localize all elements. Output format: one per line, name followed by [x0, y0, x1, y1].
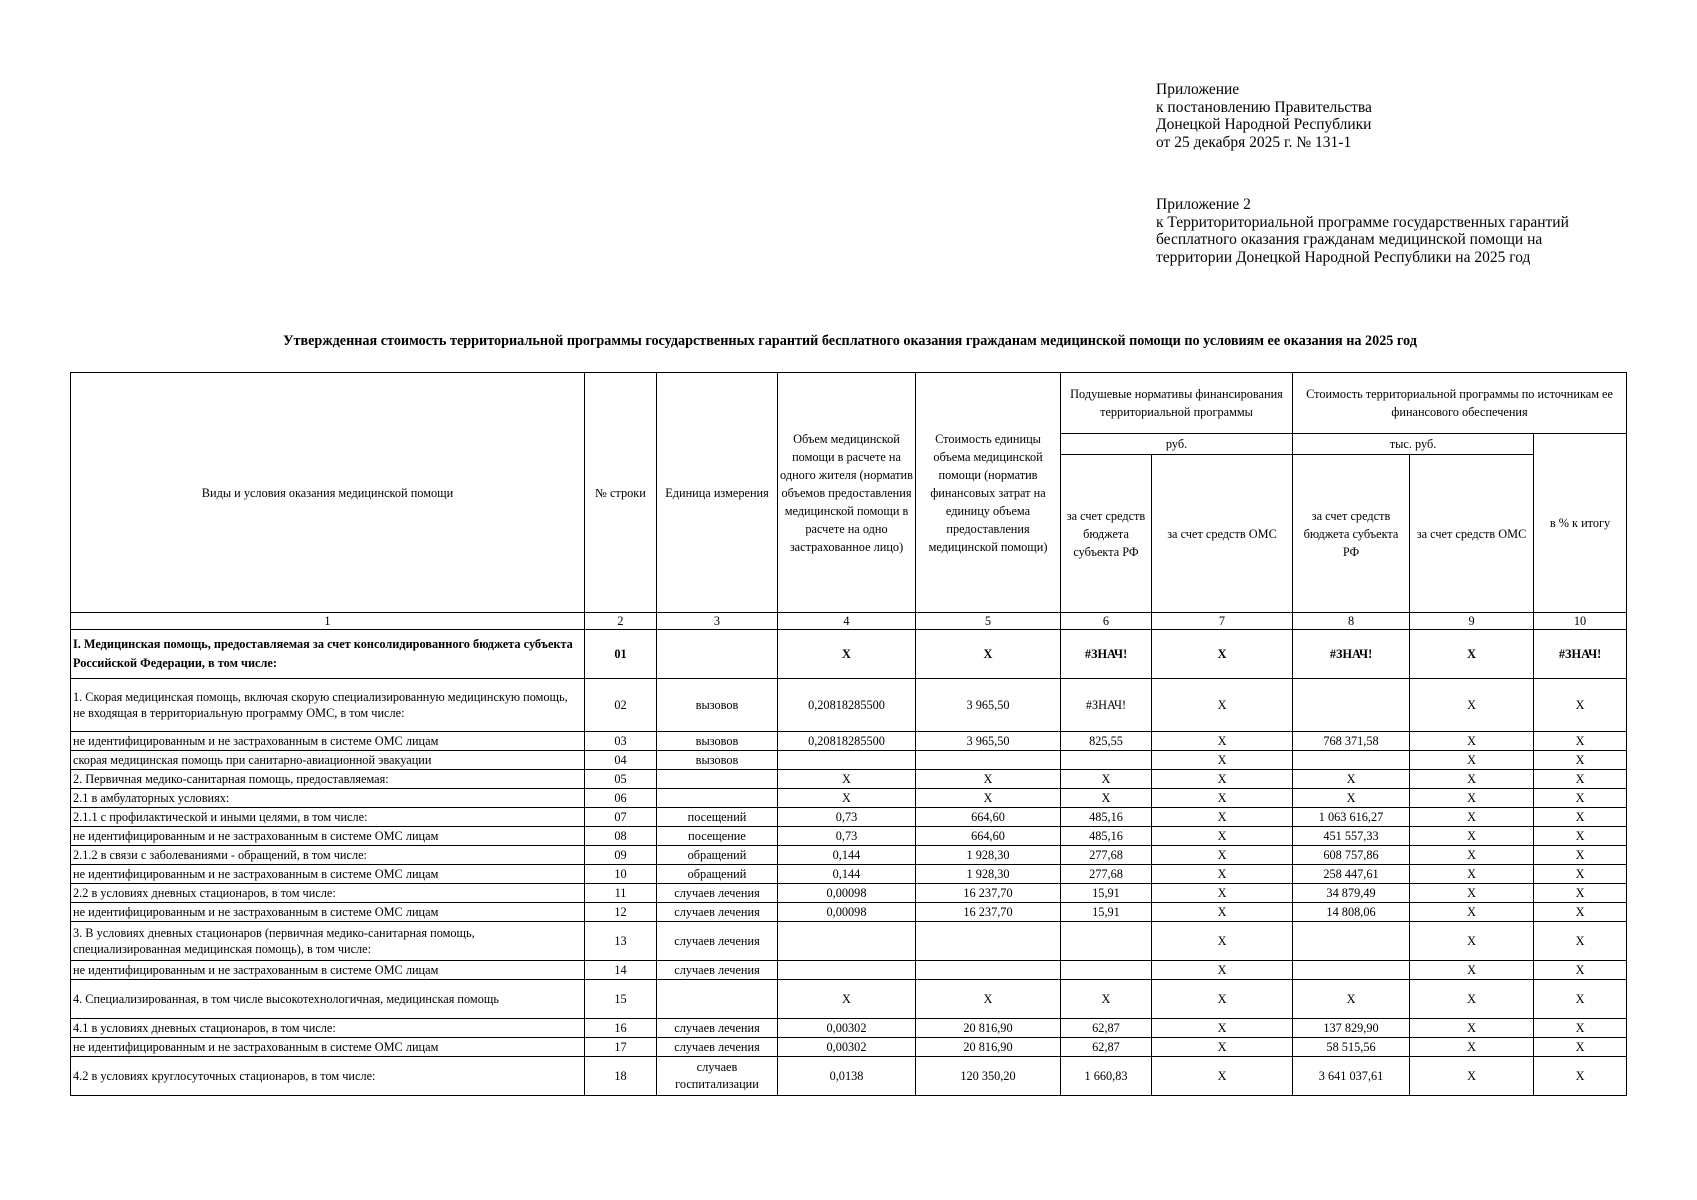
row-volume: 0,20818285500 — [778, 732, 916, 751]
row-norm-budget — [1061, 751, 1152, 770]
row-norm-budget: 825,55 — [1061, 732, 1152, 751]
row-norm-budget: 485,16 — [1061, 808, 1152, 827]
column-number: 1 — [71, 613, 585, 630]
row-norm-budget: 277,68 — [1061, 846, 1152, 865]
row-cost-oms: X — [1410, 865, 1534, 884]
table-row — [71, 808, 1627, 827]
row-cost-budget — [1293, 751, 1410, 770]
row-unit-cost: 1 928,30 — [916, 865, 1061, 884]
row-number: 08 — [585, 827, 657, 846]
header-norm-oms: за счет средств ОМС — [1152, 455, 1293, 613]
table-row — [71, 846, 1627, 865]
row-unit-cost: X — [916, 630, 1061, 679]
header-cost-unit: тыс. руб. — [1293, 434, 1534, 455]
table-row — [71, 903, 1627, 922]
row-label: не идентифицированным и не застрахованным в системе ОМС лицам — [71, 961, 585, 980]
annex-line: Приложение 2 — [1156, 196, 1251, 213]
row-cost-budget: 1 063 616,27 — [1293, 808, 1410, 827]
row-unit — [657, 789, 778, 808]
row-cost-budget: 451 557,33 — [1293, 827, 1410, 846]
row-unit-cost: 120 350,20 — [916, 1057, 1061, 1096]
header-norms-unit: руб. — [1061, 434, 1293, 455]
row-cost-budget — [1293, 922, 1410, 961]
row-volume: 0,00098 — [778, 884, 916, 903]
row-norm-oms: X — [1152, 884, 1293, 903]
row-percent: X — [1534, 1019, 1627, 1038]
row-norm-oms: X — [1152, 961, 1293, 980]
column-number: 5 — [916, 613, 1061, 630]
header-volume: Объем медицинской помощи в расчете на одного жителя (норматив объемов предоставления медицинской помощи в расчете на одно застрахованное лицо) — [778, 373, 916, 613]
row-cost-oms: X — [1410, 679, 1534, 732]
row-unit: случаев лечения — [657, 1038, 778, 1057]
row-norm-oms: X — [1152, 630, 1293, 679]
row-norm-oms: X — [1152, 808, 1293, 827]
column-number: 6 — [1061, 613, 1152, 630]
annex-line: территории Донецкой Народной Республики на 2025 год — [1156, 248, 1531, 266]
row-unit-cost: 16 237,70 — [916, 884, 1061, 903]
row-unit-cost: 1 928,30 — [916, 846, 1061, 865]
row-number: 14 — [585, 961, 657, 980]
row-unit: вызовов — [657, 679, 778, 732]
row-norm-oms: X — [1152, 732, 1293, 751]
row-norm-oms: X — [1152, 865, 1293, 884]
row-volume — [778, 961, 916, 980]
row-label: 2.1 в амбулаторных условиях: — [71, 789, 585, 808]
row-number: 04 — [585, 751, 657, 770]
row-cost-oms: X — [1410, 980, 1534, 1019]
table-row — [71, 1057, 1627, 1096]
row-norm-oms: X — [1152, 679, 1293, 732]
row-unit: случаев лечения — [657, 1019, 778, 1038]
header-cost-budget: за счет средств бюджета субъекта РФ — [1293, 455, 1410, 613]
row-unit: случаев лечения — [657, 903, 778, 922]
row-percent: X — [1534, 808, 1627, 827]
row-percent: X — [1534, 903, 1627, 922]
cost-table — [70, 372, 1627, 1096]
row-percent: X — [1534, 679, 1627, 732]
row-cost-budget: 58 515,56 — [1293, 1038, 1410, 1057]
row-cost-oms: X — [1410, 732, 1534, 751]
row-label: не идентифицированным и не застрахованным в системе ОМС лицам — [71, 1038, 585, 1057]
table-row — [71, 827, 1627, 846]
row-number: 01 — [585, 630, 657, 679]
row-volume: 0,20818285500 — [778, 679, 916, 732]
row-cost-budget — [1293, 961, 1410, 980]
row-volume: 0,144 — [778, 865, 916, 884]
row-label: 4.2 в условиях круглосуточных стационаров, в том числе: — [71, 1057, 585, 1096]
row-norm-budget: 62,87 — [1061, 1019, 1152, 1038]
row-cost-budget: 14 808,06 — [1293, 903, 1410, 922]
row-norm-budget: #ЗНАЧ! — [1061, 679, 1152, 732]
row-number: 15 — [585, 980, 657, 1019]
row-label: 1. Скорая медицинская помощь, включая скорую специализированную медицинскую помощь, не входящая в территориальную программу ОМС, в том числе: — [71, 679, 585, 732]
row-norm-oms: X — [1152, 903, 1293, 922]
row-norm-budget: 1 660,83 — [1061, 1057, 1152, 1096]
row-percent: X — [1534, 865, 1627, 884]
row-cost-oms: X — [1410, 903, 1534, 922]
row-unit-cost — [916, 751, 1061, 770]
row-volume — [778, 751, 916, 770]
row-norm-oms: X — [1152, 827, 1293, 846]
row-unit: обращений — [657, 846, 778, 865]
row-norm-budget: 485,16 — [1061, 827, 1152, 846]
row-norm-oms: X — [1152, 789, 1293, 808]
row-norm-budget: X — [1061, 770, 1152, 789]
row-unit: обращений — [657, 865, 778, 884]
annex-line: Приложение — [1156, 81, 1240, 98]
row-unit-cost: 16 237,70 — [916, 903, 1061, 922]
row-label: 2.2 в условиях дневных стационаров, в том числе: — [71, 884, 585, 903]
row-norm-budget — [1061, 922, 1152, 961]
column-number: 9 — [1410, 613, 1534, 630]
table-row — [71, 751, 1627, 770]
row-volume — [778, 922, 916, 961]
row-label: 2. Первичная медико-санитарная помощь, предоставляемая: — [71, 770, 585, 789]
column-number: 3 — [657, 613, 778, 630]
row-number: 03 — [585, 732, 657, 751]
column-number-row — [71, 613, 1627, 630]
row-volume: X — [778, 980, 916, 1019]
row-norm-oms: X — [1152, 922, 1293, 961]
header-unit: Единица измерения — [657, 373, 778, 613]
row-unit-cost — [916, 922, 1061, 961]
row-label: не идентифицированным и не застрахованным в системе ОМС лицам — [71, 827, 585, 846]
row-percent: X — [1534, 980, 1627, 1019]
row-cost-oms: X — [1410, 884, 1534, 903]
row-unit: вызовов — [657, 751, 778, 770]
row-percent: X — [1534, 827, 1627, 846]
table-row — [71, 884, 1627, 903]
table-row — [71, 922, 1627, 961]
row-number: 06 — [585, 789, 657, 808]
row-label: I. Медицинская помощь, предоставляемая за счет консолидированного бюджета субъекта Российской Федерации, в том числе: — [71, 630, 585, 679]
row-norm-budget — [1061, 961, 1152, 980]
row-volume: X — [778, 789, 916, 808]
column-number: 10 — [1534, 613, 1627, 630]
table-row — [71, 865, 1627, 884]
row-cost-budget: 34 879,49 — [1293, 884, 1410, 903]
table-row — [71, 980, 1627, 1019]
row-norm-oms: X — [1152, 846, 1293, 865]
row-cost-budget: X — [1293, 980, 1410, 1019]
row-norm-budget: 15,91 — [1061, 903, 1152, 922]
column-number: 7 — [1152, 613, 1293, 630]
table-row — [71, 1019, 1627, 1038]
row-label: скорая медицинская помощь при санитарно-авиационной эвакуации — [71, 751, 585, 770]
row-cost-budget: 137 829,90 — [1293, 1019, 1410, 1038]
row-cost-budget: 768 371,58 — [1293, 732, 1410, 751]
annex-2-header — [1156, 196, 1569, 266]
row-unit — [657, 980, 778, 1019]
header-kind: Виды и условия оказания медицинской помощи — [71, 373, 585, 613]
row-percent: X — [1534, 1057, 1627, 1096]
table-row — [71, 630, 1627, 679]
row-volume: 0,00302 — [778, 1038, 916, 1057]
row-cost-budget: X — [1293, 789, 1410, 808]
row-number: 13 — [585, 922, 657, 961]
row-cost-oms: X — [1410, 827, 1534, 846]
row-norm-oms: X — [1152, 770, 1293, 789]
table-row — [71, 679, 1627, 732]
row-cost-budget: 608 757,86 — [1293, 846, 1410, 865]
row-unit-cost: 664,60 — [916, 827, 1061, 846]
annex-line: к постановлению Правительства — [1156, 98, 1372, 116]
row-label: не идентифицированным и не застрахованным в системе ОМС лицам — [71, 865, 585, 884]
row-unit-cost: 3 965,50 — [916, 732, 1061, 751]
row-unit — [657, 630, 778, 679]
header-percent: в % к итогу — [1534, 434, 1627, 613]
annex-line: от 25 декабря 2025 г. № 131-1 — [1156, 133, 1352, 151]
row-volume: 0,00098 — [778, 903, 916, 922]
row-label: 2.1.2 в связи с заболеваниями - обращений, в том числе: — [71, 846, 585, 865]
annex-header — [1156, 81, 1372, 151]
row-label: 4. Специализированная, в том числе высокотехнологичная, медицинская помощь — [71, 980, 585, 1019]
table-row — [71, 732, 1627, 751]
row-percent: X — [1534, 884, 1627, 903]
row-cost-oms: X — [1410, 770, 1534, 789]
row-unit — [657, 770, 778, 789]
row-norm-budget: 15,91 — [1061, 884, 1152, 903]
row-volume: X — [778, 770, 916, 789]
table-row — [71, 1038, 1627, 1057]
row-number: 17 — [585, 1038, 657, 1057]
row-number: 09 — [585, 846, 657, 865]
row-unit: случаев госпитализации — [657, 1057, 778, 1096]
row-unit: посещений — [657, 808, 778, 827]
row-unit: посещение — [657, 827, 778, 846]
header-group-cost: Стоимость территориальной программы по источникам ее финансового обеспечения — [1293, 373, 1627, 434]
header-group-norms: Подушевые нормативы финансирования территориальной программы — [1061, 373, 1293, 434]
row-cost-budget: 3 641 037,61 — [1293, 1057, 1410, 1096]
row-number: 12 — [585, 903, 657, 922]
row-percent: X — [1534, 922, 1627, 961]
row-norm-oms: X — [1152, 1038, 1293, 1057]
annex-line: к Территориториальной программе государственных гарантий — [1156, 213, 1569, 231]
header-row-number: № строки — [585, 373, 657, 613]
header-unit-cost: Стоимость единицы объема медицинской помощи (норматив финансовых затрат на единицу объема предоставления медицинской помощи) — [916, 373, 1061, 613]
row-label: не идентифицированным и не застрахованным в системе ОМС лицам — [71, 732, 585, 751]
row-number: 07 — [585, 808, 657, 827]
row-percent: X — [1534, 1038, 1627, 1057]
column-number: 4 — [778, 613, 916, 630]
row-norm-budget: #ЗНАЧ! — [1061, 630, 1152, 679]
column-number: 8 — [1293, 613, 1410, 630]
row-cost-oms: X — [1410, 846, 1534, 865]
header-norm-budget: за счет средств бюджета субъекта РФ — [1061, 455, 1152, 613]
row-cost-budget: #ЗНАЧ! — [1293, 630, 1410, 679]
annex-line: бесплатного оказания гражданам медицинской помощи на — [1156, 231, 1543, 248]
row-volume: 0,73 — [778, 808, 916, 827]
row-cost-budget: 258 447,61 — [1293, 865, 1410, 884]
table-row — [71, 789, 1627, 808]
row-cost-oms: X — [1410, 789, 1534, 808]
row-cost-budget — [1293, 679, 1410, 732]
row-label: 4.1 в условиях дневных стационаров, в том числе: — [71, 1019, 585, 1038]
row-percent: X — [1534, 789, 1627, 808]
row-unit-cost: 20 816,90 — [916, 1038, 1061, 1057]
row-number: 05 — [585, 770, 657, 789]
row-unit: случаев лечения — [657, 884, 778, 903]
row-percent: X — [1534, 770, 1627, 789]
row-norm-oms: X — [1152, 751, 1293, 770]
header-cost-oms: за счет средств ОМС — [1410, 455, 1534, 613]
row-number: 02 — [585, 679, 657, 732]
row-number: 18 — [585, 1057, 657, 1096]
row-norm-oms: X — [1152, 980, 1293, 1019]
row-norm-budget: 62,87 — [1061, 1038, 1152, 1057]
row-norm-oms: X — [1152, 1019, 1293, 1038]
table-row — [71, 770, 1627, 789]
row-cost-oms: X — [1410, 1057, 1534, 1096]
row-cost-oms: X — [1410, 1019, 1534, 1038]
row-number: 11 — [585, 884, 657, 903]
row-cost-oms: X — [1410, 1038, 1534, 1057]
row-volume: 0,144 — [778, 846, 916, 865]
row-unit-cost: X — [916, 789, 1061, 808]
row-cost-oms: X — [1410, 630, 1534, 679]
row-percent: #ЗНАЧ! — [1534, 630, 1627, 679]
row-percent: X — [1534, 751, 1627, 770]
row-unit-cost — [916, 961, 1061, 980]
row-cost-oms: X — [1410, 808, 1534, 827]
row-norm-budget: X — [1061, 789, 1152, 808]
column-number: 2 — [585, 613, 657, 630]
row-unit: вызовов — [657, 732, 778, 751]
row-unit-cost: 664,60 — [916, 808, 1061, 827]
row-volume: X — [778, 630, 916, 679]
row-label: 3. В условиях дневных стационаров (первичная медико-санитарная помощь, специализированная медицинская помощь), в том числе: — [71, 922, 585, 961]
row-norm-oms: X — [1152, 1057, 1293, 1096]
row-unit-cost: 3 965,50 — [916, 679, 1061, 732]
row-volume: 0,73 — [778, 827, 916, 846]
row-unit: случаев лечения — [657, 922, 778, 961]
row-percent: X — [1534, 732, 1627, 751]
row-cost-oms: X — [1410, 961, 1534, 980]
annex-line: Донецкой Народной Республики — [1156, 116, 1372, 133]
row-label: 2.1.1 с профилактической и иными целями, в том числе: — [71, 808, 585, 827]
row-number: 16 — [585, 1019, 657, 1038]
row-norm-budget: 277,68 — [1061, 865, 1152, 884]
row-unit-cost: X — [916, 980, 1061, 1019]
row-label: не идентифицированным и не застрахованным в системе ОМС лицам — [71, 903, 585, 922]
row-volume: 0,0138 — [778, 1057, 916, 1096]
row-volume: 0,00302 — [778, 1019, 916, 1038]
row-number: 10 — [585, 865, 657, 884]
row-cost-budget: X — [1293, 770, 1410, 789]
row-cost-oms: X — [1410, 751, 1534, 770]
document-title: Утвержденная стоимость территориальной программы государственных гарантий бесплатного оказания гражданам медицинской помощи по условиям ее оказания на 2025 год — [283, 333, 1417, 349]
row-percent: X — [1534, 961, 1627, 980]
row-unit: случаев лечения — [657, 961, 778, 980]
row-unit-cost: 20 816,90 — [916, 1019, 1061, 1038]
row-unit-cost: X — [916, 770, 1061, 789]
table-row — [71, 961, 1627, 980]
row-cost-oms: X — [1410, 922, 1534, 961]
row-percent: X — [1534, 846, 1627, 865]
row-norm-budget: X — [1061, 980, 1152, 1019]
